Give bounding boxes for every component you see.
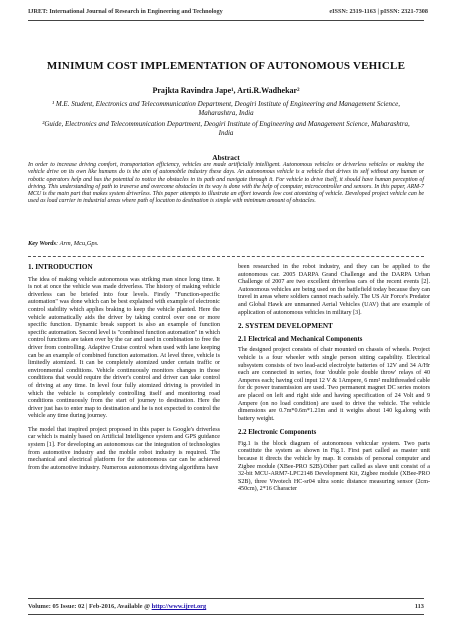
footer-rule (28, 598, 424, 599)
journal-header (28, 8, 428, 15)
affiliation-1: ¹ M.E. Student, Electronics and Telecommunication Department, Deogiri Institute of Engineering and Management Science, Maharashtra, India (51, 100, 400, 117)
section-heading-introduction: 1. INTRODUCTION (28, 263, 93, 271)
right-column (238, 264, 430, 500)
footer-volume-text: Volume: 05 Issue: 02 | Feb-2016, Available @ (28, 603, 152, 610)
keywords (28, 240, 424, 247)
journal-name: IJRET: International Journal of Research in Engineering and Technology (28, 8, 223, 15)
subsection-heading-electronic: 2.2 Electronic Components (238, 429, 317, 437)
subsection-heading-electrical: 2.1 Electrical and Mechanical Components (238, 335, 363, 343)
intro-paragraph-1: The idea of making vehicle autonomous was striking man since long time. It is not at once the vehicle was made driverless. The history of making vehicle driverless can be briefed into four levels. Firstly "Function-specific automation" was done which can be best explained with example of electronic control stability which applies braking to keep the vehicle planted. Here the vehicle automatically aids the driver by taking control over one or more specific function. Dynamic break support is also an example of function specific automation. Second level is "combined function automation" in which control functions are taken over by the car and used in combination to free the driver from controlling. Adaptive Cruise control when used with lane keeping can be an example of combined function automation. At level three, vehicle is limitedly atomized. It can be completely atomized under certain traffic or environmental conditions. Vehicle continuously monitors changes in those conditions that would require the driver's control and driver can take control of driving at any time. In level four fully atomized driving is provided in which the vehicle is completely controlling itself and monitoring road conditions continuously from the start of journey to destination. Here the driver just has to enter map to destination and he is not expected to control the vehicle any time during journey. (28, 276, 220, 420)
affiliation-2: ²Guide, Electronics and Telecommunication Department, Deogiri Institute of Engineering and Management Science, Maharashtra, India (42, 120, 410, 137)
journal-issn: eISSN: 2319-1163 | pISSN: 2321-7308 (329, 8, 428, 15)
left-column (28, 264, 220, 478)
electronic-paragraph: Fig.1 is the block diagram of autonomous vehicular system. Two parts constitute the system as shown in Fig.1. First part called as master unit because it directs the vehicle by map. It consists of personal computer and Zigbee module (XBee-PRO S2B).Other part called as slave unit consist of a 32-bit MCU-ARM7-LPC2148 Development Kit, Zigbee module (XBee-PRO S2B), three Vivotech HC-sr04 ultra sonic distance measuring sensor (2cm-450cm), 2*16 Character (238, 440, 430, 493)
footer-volume (28, 603, 206, 610)
intro-paragraph-3: been researched in the robot industry, and they can be applied to the autonomous car. 2005 DARPA Grand Challenge and the DARPA Urban Challenge of 2007 are two excellent driverless cars of the recent events [2]. Autonomous vehicles are being used on the battlefield today because they can travel in areas where soldiers cannot reach safely. The US Air Force's Predator and Global Hawk are unmanned Aerial Vehicles (UAV) that are example of application of autonomous vehicles in military [3]. (238, 264, 430, 316)
intro-paragraph-2: The model that inspired project proposed in this paper is Google's driverless car which is mainly based on Artificial Intelligence system and GPS guidance system [1]. For developing an autonomous car the integration of technologies from automotive industry and the mobile robot industry is required. The mechanical and electrical platform for the autonomous car can be achieved from the automotive industry. Numerous autonomous driving algorithms have (28, 426, 220, 471)
header-rule (28, 20, 424, 21)
section-heading-system-development: 2. SYSTEM DEVELOPMENT (238, 322, 333, 331)
keywords-value: : Arm, Mcu,Gps. (56, 240, 99, 247)
abstract-heading: Abstract (212, 153, 240, 162)
page-footer (28, 603, 424, 610)
journal-link[interactable]: http://www.ijret.org (151, 603, 207, 610)
abstract-body: In order to increase driving comfort, transportation efficiency, vehicles are made artificially intelligent. Autonomous vehicles or driverless vehicles or making the vehicle drive on its own like humans do is the aim of automobile industry these days. An autonomous vehicle is a vehicle that drives its self without any human or robotic operators help and has the potential to notice the obstacles in its path and navigate through it. For vehicle to drive itself, it should have human perception of driving. This understanding of path to traverse and overcome obstacles in its way is done with the help of computer, microcontroller and sensors. In this paper, ARM-7 MCU is the main part that makes system driverless. This paper attempts to illustrate an effort towards low cost atomizing of vehicle. Developed project vehicle can be used as load carrier in industrial areas where path of location to destination is simple with minimum amount of obstacles. (28, 162, 424, 205)
paper-title: MINIMUM COST IMPLEMENTATION OF AUTONOMOUS VEHICLE (46, 60, 406, 72)
footer-bottom-rule (28, 614, 424, 615)
keywords-label: Key Words (28, 240, 56, 247)
page-number: 113 (414, 603, 424, 610)
electrical-paragraph: The designed project consists of chair mounted on chassis of wheels. Project vehicle is a four wheeler with single person sitting capability. Electrical subsystem consists of two lead-acid electrolyte batteries of 12V and 34 A/Hr each are connected in series, four 'double pole double throw' relays of 40 Amperes each; having coil input 12 V & 1Ampere, 6 mm² multithreaded cable for dc power transmission are used. Two permanent magnet DC series motors are placed on left and right side and having specification of 24 Volt and 9 Ampere (on no load condition) are used to drive the vehicle. The vehicle dimensions are 0.7m*0.6m*1.21m and it weighs about 140 kg.along with battery weight. (238, 347, 430, 422)
paper-authors: Prajkta Ravindra Jape¹, Arti.R.Wadhekar² (152, 86, 300, 95)
section-separator (28, 256, 424, 257)
